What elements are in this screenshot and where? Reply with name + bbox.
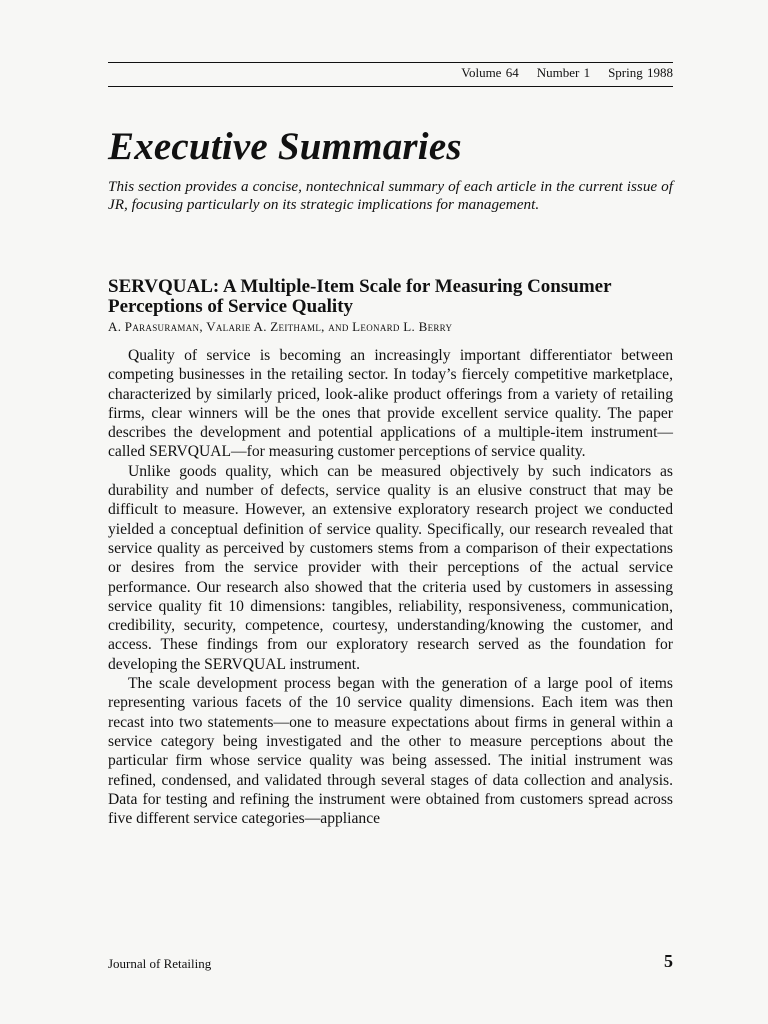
season: Spring 1988 [608, 65, 673, 80]
issue-info [443, 65, 673, 81]
paragraph-2: Unlike goods quality, which can be measured objectively by such indicators as durability and number of defects, service quality is an elusive construct that may be difficult to measure. However, an extensive exploratory research project we conducted yielded a conceptual definition of service quality. Specifically, our research revealed that service quality as perceived by customers stems from a comparison of their expectations or desires from the service provider with their perceptions of the actual service performance. Our research also showed that the criteria used by customers in assessing service quality fit 10 dimensions: tangibles, reliability, responsiveness, communication, credibility, security, competence, courtesy, understanding/knowing the customer, and access. These findings from our exploratory research served as the foundation for developing the SERVQUAL instrument. [108, 462, 673, 673]
number: Number 1 [536, 65, 591, 80]
section-title: Executive Summaries [108, 125, 462, 168]
journal-name: Journal of Retailing [108, 956, 212, 971]
paragraph-3: The scale development process began with the generation of a large pool of items representing various facets of the 10 service quality dimensions. Each item was then recast into two statements—one to measure expectations about firms in general within a service category being investigated and the other to measure perceptions about the particular firm whose service quality was being assessed. The initial instrument was refined, condensed, and validated through several stages of data collection and analysis. Data for testing and refining the instrument were obtained from customers spread across five different service categories—appliance [108, 675, 673, 828]
volume: Volume 64 [461, 65, 519, 80]
article-body [108, 346, 673, 828]
paragraph-1: Quality of service is becoming an increasingly important differentiator between competing businesses in the retailing sector. In today’s fiercely competitive marketplace, characterized by similarly priced, look-alike product offerings from a variety of retailing firms, clear winners will be the ones that provide excellent service quality. The paper describes the development and potential applications of a multiple-item instrument—called SERVQUAL—for measuring customer perceptions of service quality. [108, 347, 673, 461]
page-number: 5 [664, 951, 673, 971]
article-authors: A. Parasuraman, Valarie A. Zeithaml, and Leonard L. Berry [108, 319, 453, 334]
header-rule-bottom [108, 86, 673, 87]
header-rule-top [108, 62, 673, 63]
section-intro: This section provides a concise, nontechnical summary of each article in the current issue of JR, focusing particularly on its strategic implications for management. [108, 178, 673, 213]
article-title: SERVQUAL: A Multiple-Item Scale for Measuring Consumer Perceptions of Service Quality [108, 276, 612, 317]
